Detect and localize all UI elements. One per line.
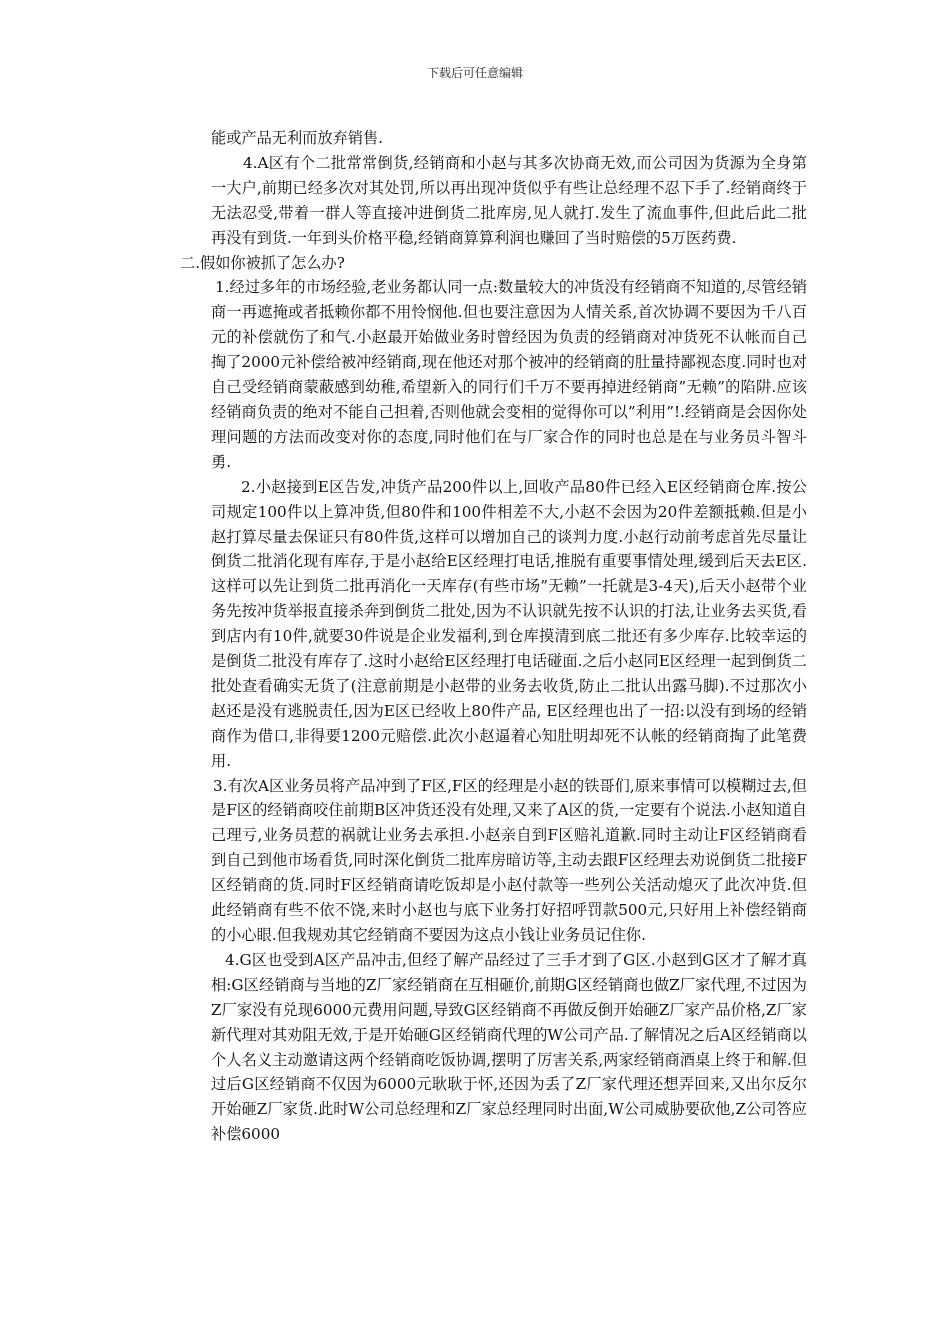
paragraph-case-4: 4.A区有个二批常常倒货,经销商和小赵与其多次协商无效,而公司因为货源为全身第一大户,前期已经多次对其处罚,所以再出现冲货似乎有些让总经理不忍下手了.经销商终于无法忍受,带着一群人等直接冲进倒货二批库房,见人就打.发生了流血事件,但此后此二批再没有到货.一年到头价格平稳,经销商算算利润也赚回了当时赔偿的5万医药费. [211, 153, 807, 247]
paragraph-point-4: 4.G区也受到A区产品冲击,但经了解产品经过了三手才到了G区.小赵到G区才了解才真相:G区经销商与当地的Z厂家经销商在互相砸价,前期G区经销商也做Z厂家代理,不过因为Z厂家没有兑现6000元费用问题,导致G区经销商不再做反倒开始砸Z厂家产品价格,Z厂家新代理对其劝阻无效,于是开始砸G区经销商代理的W公司产品.了解情况之后A区经销商以个人名义主动邀请这两个经销商吃饭协调,摆明了厉害关系,两家经销商酒桌上终于和解.但过后G区经销商不仅因为6000元耿耿于怀,还因为丢了Z厂家代理还想弄回来,又出尔反尔开始砸Z厂家货.此时W公司总经理和Z厂家总经理同时出面,W公司威胁要砍他,Z公司答应补偿6000 [211, 950, 807, 1144]
page-header: 下载后可任意编辑 [426, 66, 523, 80]
paragraph-point-1: 1.经过多年的市场经验,老业务都认同一点:数量较大的冲货没有经销商不知道的,尽管经销商一再遮掩或者抵赖你都不用怜悯他.但也要注意因为人情关系,首次协调不要因为千八百元的补偿就伤了和气.小赵最开始做业务时曾经因为负责的经销商对冲货死不认帐而自己掏了2000元补偿给被冲经销商,现在他还对那个被冲的经销商的肚量持鄙视态度.同时也对自己受经销商蒙蔽感到幼稚,希望新入的同行们千万不要再掉进经销商”无赖”的陷阱.应该经销商负责的绝对不能自己担着,否则他就会变相的觉得你可以”利用”!.经销商是会因你处理问题的方法而改变对你的态度,同时他们在与厂家合作的同时也总是在与业务员斗智斗勇. [211, 278, 807, 471]
paragraph-point-2: 2.小赵接到E区告发,冲货产品200件以上,回收产品80件已经入E区经销商仓库.按公司规定100件以上算冲货,但80件和100件相差不大,小赵不会因为20件差额抵赖.但是小赵打算尽量去保证只有80件货,这样可以增加自己的谈判力度.小赵行动前考虑首先尽量让倒货二批消化现有库存,于是小赵给E区经理打电话,推脱有重要事情处理,缓到后天去E区.这样可以先让到货二批再消化一天库存(有些市场”无赖”一托就是3-4天),后天小赵带个业务先按冲货举报直接杀奔到倒货二批处,因为不认识就先按不认识的打法,让业务去买货,看到店内有10件,就要30件说是企业发福利,到仓库摸清到底二批还有多少库存.比较幸运的是倒货二批没有库存了.这时小赵给E区经理打电话碰面.之后小赵同E区经理一起到倒货二批处查看确实无货了(注意前期是小赵带的业务去收货,防止二批认出露马脚).不过那次小赵还是没有逃脱责任,因为E区已经收上80件产品, E区经理也出了一招:以没有到场的经销商作为借口,非得要1200元赔偿.此次小赵逼着心知肚明却死不认帐的经销商掏了此笔费用. [211, 477, 807, 770]
document-body [180, 126, 807, 1147]
section-heading: 二.假如你被抓了怎么办? [180, 253, 345, 272]
paragraph-continuation: 能或产品无利而放弃销售. [211, 129, 383, 147]
paragraph-point-3: 3.有次A区业务员将产品冲到了F区,F区的经理是小赵的铁哥们,原来事情可以模糊过去,但是F区的经销商咬住前期B区冲货还没有处理,又来了A区的货,一定要有个说法.小赵知道自己理亏,业务员惹的祸就让业务去承担.小赵亲自到F区赔礼道歉.同时主动让F区经销商看到自己到他市场看货,同时深化倒货二批库房暗访等,主动去跟F区经理去劝说倒货二批接F区经销商的货.同时F区经销商请吃饭却是小赵付款等一些列公关活动熄灭了此次冲货.但此经销商有些不依不饶,来时小赵也与底下业务打好招呼罚款500元,只好用上补偿经销商的小心眼.但我规劝其它经销商不要因为这点小钱让业务员记住你. [211, 776, 807, 944]
